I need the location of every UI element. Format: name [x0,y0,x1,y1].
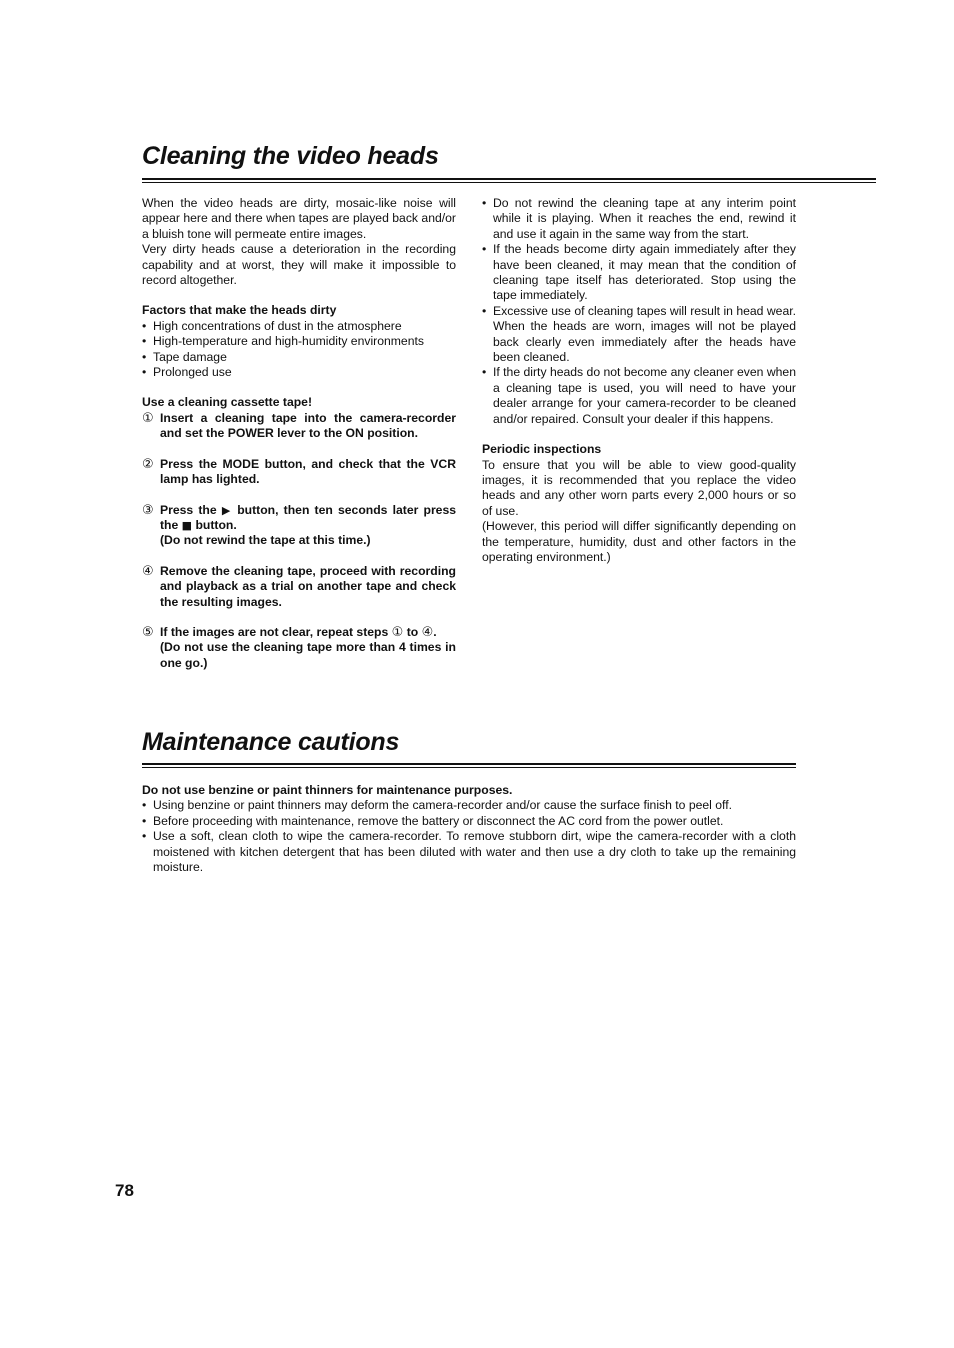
section-title-maintenance: Maintenance cautions [142,728,400,756]
notes-list [482,196,796,427]
step-text-dot: . [433,624,437,639]
periodic-heading: Periodic inspections [482,442,602,457]
factors-heading: Factors that make the heads dirty [142,303,337,318]
step-text-post: button. [195,517,237,532]
intro-paragraph-1: When the video heads are dirty, mosaic-like noise will appear here and there when tapes are played back and/or a bluish tone will permeate entire images. [142,196,456,241]
step-3 [142,503,456,549]
step-text: Remove the cleaning tape, proceed with recording and playback as a trial on another tape and check the resulting images. [160,563,456,609]
list-item: • Excessive use of cleaning tapes will result in head wear. When the heads are worn, images will not be played back clearly even immediately after the heads have been cleaned. [482,304,796,366]
list-item: • Use a soft, clean cloth to wipe the camera-recorder. To remove stubborn dirt, wipe the camera-recorder with a cloth moistened with kitchen detergent that has been diluted with water and then use a dry cloth to take up the remaining moisture. [142,829,796,875]
step-number: ④ [142,563,154,579]
list-item: • If the heads become dirty again immediately after they have been cleaned, it may mean that the condition of cleaning tape itself has deteriorated. Stop using the tape immediately. [482,242,796,304]
step-number: ⑤ [142,624,154,640]
step-2 [142,457,456,488]
step-4 [142,564,456,610]
step-ref-from: ① [391,624,404,640]
maintenance-list [142,798,796,875]
list-item: • Do not rewind the cleaning tape at any interim point while it is playing. When it reaches the end, rewind it and use it again in the same way from the start. [482,196,796,242]
list-item: • Tape damage [142,350,456,365]
right-column [482,196,796,565]
list-item: • If the dirty heads do not become any cleaner even when a cleaning tape is used, you will need to have your dealer arrange for your camera-recorder to be cleaned and/or repaired. Consult your dealer if this happens. [482,365,796,427]
step-5 [142,625,456,671]
step-number: ② [142,456,154,472]
list-item: • Using benzine or paint thinners may deform the camera-recorder and/or cause the surface finish to peel off. [142,798,796,813]
periodic-paragraph-1: To ensure that you will be able to view good-quality images, it is recommended that you replace the video heads and any other worn parts every 2,000 hours or so of use. [482,457,796,518]
periodic-paragraph-2: (However, this period will differ significantly depending on the temperature, humidity, dust and other factors in the operating environment.) [482,519,796,564]
step-number: ① [142,410,154,426]
step-text: Press the MODE button, and check that the VCR lamp has lighted. [160,456,456,487]
title-rule-bottom [142,767,796,768]
step-text-mid: button, then ten seconds later press the [160,502,457,532]
step-number: ③ [142,502,154,518]
title-rule-bottom [142,182,876,183]
step-text-to: to [406,624,419,639]
factors-list [142,319,456,381]
step-1 [142,411,456,442]
section-title-cleaning: Cleaning the video heads [142,142,439,170]
maintenance-heading: Do not use benzine or paint thinners for maintenance purposes. [142,783,513,797]
list-item: • High-temperature and high-humidity environments [142,334,456,349]
step-text-pre: If the images are not clear, repeat steps [160,624,389,639]
title-rule-top [142,763,796,765]
step-text-pre: Press the [160,502,217,517]
page-number: 78 [115,1181,134,1200]
intro-paragraph-2: Very dirty heads cause a deterioration in the recording capability and at worst, they will make it impossible to record altogether. [142,242,456,288]
step-ref-to: ④ [421,624,434,640]
stop-icon: ■ [181,518,193,532]
maintenance-body [142,783,796,875]
step-note: (Do not use the cleaning tape more than 4 times in one go.) [160,640,456,670]
list-item: • Prolonged use [142,365,456,380]
title-rule-top [142,178,876,180]
list-item: • Before proceeding with maintenance, remove the battery or disconnect the AC cord from the power outlet. [142,814,796,829]
left-column [142,196,456,671]
play-icon: ▶ [221,503,233,517]
step-note: (Do not rewind the tape at this time.) [160,533,371,548]
list-item: • High concentrations of dust in the atmosphere [142,319,456,334]
step-text: Insert a cleaning tape into the camera-recorder and set the POWER lever to the ON position. [160,410,456,441]
cassette-heading: Use a cleaning cassette tape! [142,395,313,410]
